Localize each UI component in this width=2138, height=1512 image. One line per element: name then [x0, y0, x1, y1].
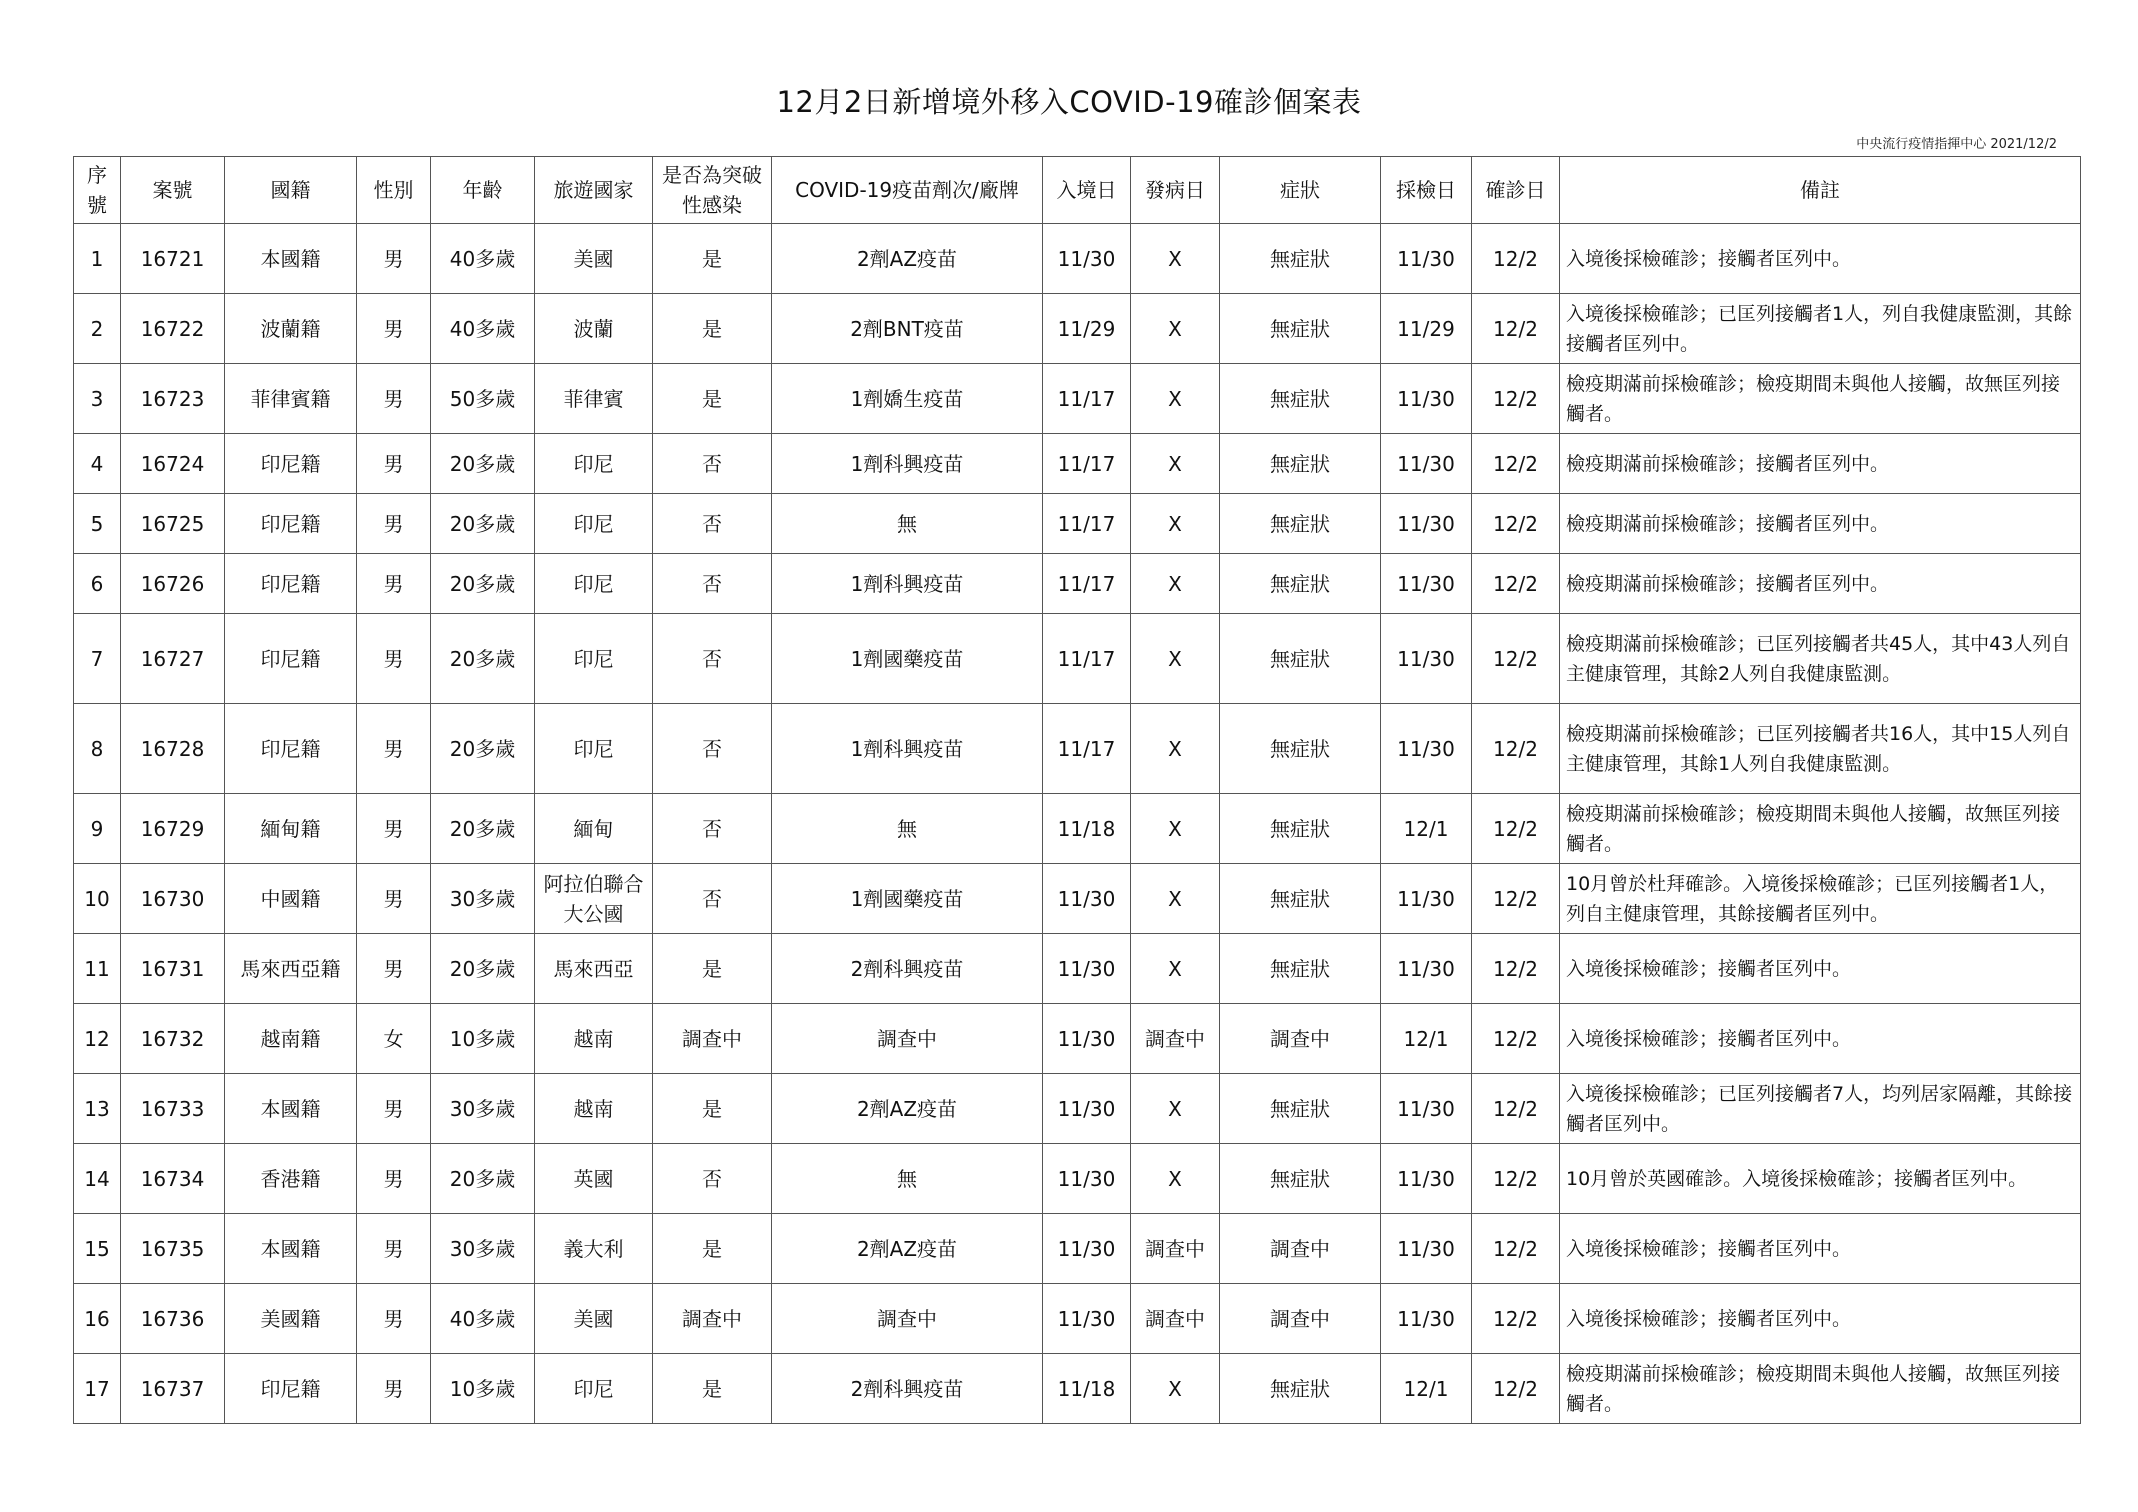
cell-seq: 12: [74, 1004, 121, 1074]
table-row: [74, 554, 2081, 614]
cell-breakthrough: 是: [653, 224, 772, 294]
cell-breakthrough: 調查中: [653, 1004, 772, 1074]
case-table: [73, 156, 2081, 1424]
cell-symptom: 無症狀: [1220, 1144, 1381, 1214]
page-title: 12月2日新增境外移入COVID-19確診個案表: [776, 85, 1362, 119]
cell-sex: 男: [357, 434, 431, 494]
cell-nationality: 印尼籍: [225, 1354, 357, 1424]
cell-case-no: 16737: [121, 1354, 225, 1424]
cell-seq: 4: [74, 434, 121, 494]
col-header-age: 年齡: [431, 157, 535, 224]
cell-sex: 男: [357, 614, 431, 704]
cell-test-date: 11/30: [1381, 864, 1472, 934]
cell-confirm-date: 12/2: [1472, 934, 1560, 1004]
cell-case-no: 16736: [121, 1284, 225, 1354]
cell-age: 20多歲: [431, 794, 535, 864]
cell-vaccine: 無: [772, 794, 1043, 864]
table-row: [74, 794, 2081, 864]
cell-sex: 男: [357, 494, 431, 554]
cell-nationality: 印尼籍: [225, 494, 357, 554]
cell-onset-date: 調查中: [1131, 1214, 1220, 1284]
cell-nationality: 印尼籍: [225, 614, 357, 704]
table-row: [74, 1144, 2081, 1214]
cell-test-date: 11/30: [1381, 364, 1472, 434]
cell-symptom: 無症狀: [1220, 434, 1381, 494]
cell-breakthrough: 調查中: [653, 1284, 772, 1354]
cell-case-no: 16731: [121, 934, 225, 1004]
cell-onset-date: X: [1131, 794, 1220, 864]
cell-breakthrough: 是: [653, 364, 772, 434]
cell-confirm-date: 12/2: [1472, 364, 1560, 434]
cell-sex: 男: [357, 1284, 431, 1354]
cell-confirm-date: 12/2: [1472, 1284, 1560, 1354]
table-row: [74, 1004, 2081, 1074]
table-row: [74, 614, 2081, 704]
cell-onset-date: X: [1131, 494, 1220, 554]
cell-test-date: 11/30: [1381, 1074, 1472, 1144]
cell-travel-country: 越南: [535, 1074, 653, 1144]
cell-age: 40多歲: [431, 294, 535, 364]
table-row: [74, 494, 2081, 554]
cell-age: 30多歲: [431, 1214, 535, 1284]
cell-nationality: 印尼籍: [225, 554, 357, 614]
cell-sex: 男: [357, 224, 431, 294]
cell-breakthrough: 否: [653, 614, 772, 704]
cell-case-no: 16724: [121, 434, 225, 494]
table-row: [74, 864, 2081, 934]
cell-nationality: 印尼籍: [225, 434, 357, 494]
cell-age: 20多歲: [431, 1144, 535, 1214]
cell-onset-date: X: [1131, 1354, 1220, 1424]
cell-vaccine: 調查中: [772, 1284, 1043, 1354]
table-row: [74, 704, 2081, 794]
cell-seq: 3: [74, 364, 121, 434]
col-header-confirm-date: 確診日: [1472, 157, 1560, 224]
cell-nationality: 美國籍: [225, 1284, 357, 1354]
col-header-test-date: 採檢日: [1381, 157, 1472, 224]
cell-symptom: 無症狀: [1220, 704, 1381, 794]
cell-travel-country: 印尼: [535, 494, 653, 554]
cell-remarks: 入境後採檢確診；已匡列接觸者7人，均列居家隔離，其餘接觸者匡列中。: [1560, 1074, 2081, 1144]
cell-breakthrough: 是: [653, 1214, 772, 1284]
cell-test-date: 11/30: [1381, 1284, 1472, 1354]
cell-onset-date: X: [1131, 1144, 1220, 1214]
cell-travel-country: 印尼: [535, 434, 653, 494]
cell-confirm-date: 12/2: [1472, 494, 1560, 554]
cell-breakthrough: 否: [653, 1144, 772, 1214]
cell-confirm-date: 12/2: [1472, 294, 1560, 364]
cell-vaccine: 2劑BNT疫苗: [772, 294, 1043, 364]
cell-vaccine: 無: [772, 1144, 1043, 1214]
cell-case-no: 16726: [121, 554, 225, 614]
cell-entry-date: 11/18: [1043, 794, 1131, 864]
cell-case-no: 16734: [121, 1144, 225, 1214]
cell-seq: 6: [74, 554, 121, 614]
col-header-sex: 性別: [357, 157, 431, 224]
table-row: [74, 224, 2081, 294]
cell-onset-date: 調查中: [1131, 1004, 1220, 1074]
cell-test-date: 11/30: [1381, 1144, 1472, 1214]
cell-sex: 男: [357, 1144, 431, 1214]
cell-travel-country: 美國: [535, 224, 653, 294]
cell-entry-date: 11/17: [1043, 554, 1131, 614]
cell-entry-date: 11/18: [1043, 1354, 1131, 1424]
cell-symptom: 調查中: [1220, 1004, 1381, 1074]
cell-test-date: 11/30: [1381, 434, 1472, 494]
cell-travel-country: 印尼: [535, 554, 653, 614]
cell-case-no: 16728: [121, 704, 225, 794]
cell-sex: 男: [357, 1354, 431, 1424]
cell-entry-date: 11/30: [1043, 1214, 1131, 1284]
table-row: [74, 1284, 2081, 1354]
table-row: [74, 934, 2081, 1004]
cell-onset-date: X: [1131, 294, 1220, 364]
cell-sex: 男: [357, 1214, 431, 1284]
cell-vaccine: 1劑國藥疫苗: [772, 614, 1043, 704]
cell-travel-country: 印尼: [535, 1354, 653, 1424]
cell-travel-country: 阿拉伯聯合大公國: [535, 864, 653, 934]
cell-seq: 1: [74, 224, 121, 294]
cell-symptom: 無症狀: [1220, 364, 1381, 434]
table-row: [74, 294, 2081, 364]
cell-test-date: 12/1: [1381, 1354, 1472, 1424]
cell-nationality: 馬來西亞籍: [225, 934, 357, 1004]
cell-nationality: 印尼籍: [225, 704, 357, 794]
cell-remarks: 入境後採檢確診；接觸者匡列中。: [1560, 1004, 2081, 1074]
cell-onset-date: X: [1131, 614, 1220, 704]
cell-confirm-date: 12/2: [1472, 434, 1560, 494]
cell-nationality: 中國籍: [225, 864, 357, 934]
col-header-symptom: 症狀: [1220, 157, 1381, 224]
cell-travel-country: 越南: [535, 1004, 653, 1074]
col-header-vaccine: COVID-19疫苗劑次/廠牌: [772, 157, 1043, 224]
cell-seq: 13: [74, 1074, 121, 1144]
cell-onset-date: X: [1131, 434, 1220, 494]
cell-age: 20多歲: [431, 934, 535, 1004]
cell-entry-date: 11/30: [1043, 1074, 1131, 1144]
cell-symptom: 無症狀: [1220, 1074, 1381, 1144]
cell-age: 20多歲: [431, 434, 535, 494]
cell-case-no: 16732: [121, 1004, 225, 1074]
cell-confirm-date: 12/2: [1472, 224, 1560, 294]
cell-vaccine: 1劑嬌生疫苗: [772, 364, 1043, 434]
cell-breakthrough: 否: [653, 434, 772, 494]
cell-seq: 15: [74, 1214, 121, 1284]
cell-symptom: 無症狀: [1220, 1354, 1381, 1424]
cell-remarks: 檢疫期滿前採檢確診；檢疫期間未與他人接觸，故無匡列接觸者。: [1560, 1354, 2081, 1424]
col-header-case-no: 案號: [121, 157, 225, 224]
cell-seq: 10: [74, 864, 121, 934]
cell-onset-date: X: [1131, 934, 1220, 1004]
col-header-remarks: 備註: [1560, 157, 2081, 224]
cell-test-date: 11/30: [1381, 224, 1472, 294]
cell-sex: 男: [357, 364, 431, 434]
table-row: [74, 1214, 2081, 1284]
cell-nationality: 本國籍: [225, 224, 357, 294]
cell-age: 10多歲: [431, 1354, 535, 1424]
cell-test-date: 11/30: [1381, 614, 1472, 704]
cell-remarks: 檢疫期滿前採檢確診；檢疫期間未與他人接觸，故無匡列接觸者。: [1560, 364, 2081, 434]
cell-nationality: 波蘭籍: [225, 294, 357, 364]
cell-case-no: 16729: [121, 794, 225, 864]
cell-confirm-date: 12/2: [1472, 1074, 1560, 1144]
cell-onset-date: X: [1131, 704, 1220, 794]
cell-symptom: 無症狀: [1220, 224, 1381, 294]
cell-age: 20多歲: [431, 494, 535, 554]
cell-onset-date: X: [1131, 224, 1220, 294]
table-row: [74, 1074, 2081, 1144]
cell-confirm-date: 12/2: [1472, 554, 1560, 614]
cell-breakthrough: 否: [653, 794, 772, 864]
cell-remarks: 入境後採檢確診；接觸者匡列中。: [1560, 224, 2081, 294]
cell-remarks: 10月曾於杜拜確診。入境後採檢確診；已匡列接觸者1人，列自主健康管理，其餘接觸者匡列中。: [1560, 864, 2081, 934]
cell-symptom: 無症狀: [1220, 494, 1381, 554]
cell-age: 10多歲: [431, 1004, 535, 1074]
cell-travel-country: 波蘭: [535, 294, 653, 364]
cell-breakthrough: 否: [653, 554, 772, 614]
cell-entry-date: 11/17: [1043, 364, 1131, 434]
table-row: [74, 364, 2081, 434]
cell-case-no: 16725: [121, 494, 225, 554]
cell-sex: 男: [357, 934, 431, 1004]
cell-entry-date: 11/17: [1043, 704, 1131, 794]
cell-symptom: 無症狀: [1220, 864, 1381, 934]
cell-remarks: 10月曾於英國確診。入境後採檢確診；接觸者匡列中。: [1560, 1144, 2081, 1214]
cell-case-no: 16727: [121, 614, 225, 704]
cell-breakthrough: 否: [653, 494, 772, 554]
cell-symptom: 無症狀: [1220, 614, 1381, 704]
table-row: [74, 1354, 2081, 1424]
cell-vaccine: 無: [772, 494, 1043, 554]
cell-confirm-date: 12/2: [1472, 1354, 1560, 1424]
cell-symptom: 無症狀: [1220, 934, 1381, 1004]
cell-confirm-date: 12/2: [1472, 794, 1560, 864]
cell-confirm-date: 12/2: [1472, 614, 1560, 704]
cell-nationality: 菲律賓籍: [225, 364, 357, 434]
cell-test-date: 11/30: [1381, 494, 1472, 554]
cell-sex: 男: [357, 704, 431, 794]
cell-entry-date: 11/29: [1043, 294, 1131, 364]
cell-remarks: 檢疫期滿前採檢確診；接觸者匡列中。: [1560, 494, 2081, 554]
cell-symptom: 無症狀: [1220, 554, 1381, 614]
cell-age: 50多歲: [431, 364, 535, 434]
cell-test-date: 12/1: [1381, 1004, 1472, 1074]
cell-breakthrough: 是: [653, 294, 772, 364]
cell-remarks: 入境後採檢確診；接觸者匡列中。: [1560, 1284, 2081, 1354]
cell-age: 40多歲: [431, 1284, 535, 1354]
cell-age: 20多歲: [431, 614, 535, 704]
cell-entry-date: 11/17: [1043, 494, 1131, 554]
cell-vaccine: 1劑科興疫苗: [772, 704, 1043, 794]
cell-onset-date: 調查中: [1131, 1284, 1220, 1354]
table-header-row: [74, 157, 2081, 224]
cell-test-date: 11/30: [1381, 704, 1472, 794]
col-header-entry-date: 入境日: [1043, 157, 1131, 224]
cell-vaccine: 2劑科興疫苗: [772, 1354, 1043, 1424]
cell-age: 30多歲: [431, 864, 535, 934]
cell-seq: 2: [74, 294, 121, 364]
col-header-seq: 序號: [74, 157, 121, 224]
cell-travel-country: 印尼: [535, 704, 653, 794]
cell-seq: 9: [74, 794, 121, 864]
col-header-onset-date: 發病日: [1131, 157, 1220, 224]
cell-case-no: 16730: [121, 864, 225, 934]
cell-vaccine: 2劑科興疫苗: [772, 934, 1043, 1004]
cell-nationality: 越南籍: [225, 1004, 357, 1074]
cell-onset-date: X: [1131, 864, 1220, 934]
cell-case-no: 16723: [121, 364, 225, 434]
cell-entry-date: 11/30: [1043, 1284, 1131, 1354]
table-row: [74, 434, 2081, 494]
cell-travel-country: 義大利: [535, 1214, 653, 1284]
cell-travel-country: 馬來西亞: [535, 934, 653, 1004]
cell-confirm-date: 12/2: [1472, 1004, 1560, 1074]
cell-case-no: 16735: [121, 1214, 225, 1284]
cell-vaccine: 2劑AZ疫苗: [772, 1214, 1043, 1284]
cell-age: 20多歲: [431, 554, 535, 614]
cell-entry-date: 11/30: [1043, 864, 1131, 934]
cell-entry-date: 11/30: [1043, 1144, 1131, 1214]
cell-remarks: 入境後採檢確診；接觸者匡列中。: [1560, 1214, 2081, 1284]
cell-case-no: 16722: [121, 294, 225, 364]
cell-sex: 男: [357, 864, 431, 934]
cell-confirm-date: 12/2: [1472, 864, 1560, 934]
cell-vaccine: 1劑國藥疫苗: [772, 864, 1043, 934]
col-header-breakthrough: 是否為突破性感染: [653, 157, 772, 224]
cell-nationality: 本國籍: [225, 1214, 357, 1284]
cell-seq: 7: [74, 614, 121, 704]
col-header-nationality: 國籍: [225, 157, 357, 224]
cell-vaccine: 1劑科興疫苗: [772, 554, 1043, 614]
cell-test-date: 12/1: [1381, 794, 1472, 864]
cell-age: 30多歲: [431, 1074, 535, 1144]
cell-symptom: 無症狀: [1220, 294, 1381, 364]
cell-onset-date: X: [1131, 554, 1220, 614]
cell-case-no: 16721: [121, 224, 225, 294]
cell-sex: 男: [357, 294, 431, 364]
cell-remarks: 檢疫期滿前採檢確診；檢疫期間未與他人接觸，故無匡列接觸者。: [1560, 794, 2081, 864]
cell-nationality: 緬甸籍: [225, 794, 357, 864]
cell-seq: 8: [74, 704, 121, 794]
cell-entry-date: 11/17: [1043, 434, 1131, 494]
cell-remarks: 入境後採檢確診；接觸者匡列中。: [1560, 934, 2081, 1004]
cell-symptom: 調查中: [1220, 1214, 1381, 1284]
cell-onset-date: X: [1131, 1074, 1220, 1144]
cell-vaccine: 2劑AZ疫苗: [772, 224, 1043, 294]
cell-age: 40多歲: [431, 224, 535, 294]
cell-breakthrough: 是: [653, 1354, 772, 1424]
cell-test-date: 11/30: [1381, 1214, 1472, 1284]
cell-entry-date: 11/17: [1043, 614, 1131, 704]
cell-sex: 男: [357, 1074, 431, 1144]
cell-remarks: 入境後採檢確診；已匡列接觸者1人，列自我健康監測，其餘接觸者匡列中。: [1560, 294, 2081, 364]
cell-symptom: 無症狀: [1220, 794, 1381, 864]
cell-vaccine: 2劑AZ疫苗: [772, 1074, 1043, 1144]
cell-remarks: 檢疫期滿前採檢確診；已匡列接觸者共45人，其中43人列自主健康管理，其餘2人列自我健康監測。: [1560, 614, 2081, 704]
cell-travel-country: 緬甸: [535, 794, 653, 864]
cell-test-date: 11/29: [1381, 294, 1472, 364]
cell-travel-country: 印尼: [535, 614, 653, 704]
source-note: 中央流行疫情指揮中心 2021/12/2: [1856, 137, 2057, 152]
table-body: [74, 224, 2081, 1424]
cell-seq: 14: [74, 1144, 121, 1214]
cell-case-no: 16733: [121, 1074, 225, 1144]
cell-seq: 17: [74, 1354, 121, 1424]
cell-onset-date: X: [1131, 364, 1220, 434]
cell-sex: 男: [357, 794, 431, 864]
cell-breakthrough: 否: [653, 704, 772, 794]
cell-remarks: 檢疫期滿前採檢確診；接觸者匡列中。: [1560, 554, 2081, 614]
cell-nationality: 香港籍: [225, 1144, 357, 1214]
cell-travel-country: 美國: [535, 1284, 653, 1354]
cell-breakthrough: 否: [653, 864, 772, 934]
cell-seq: 5: [74, 494, 121, 554]
cell-sex: 男: [357, 554, 431, 614]
cell-remarks: 檢疫期滿前採檢確診；已匡列接觸者共16人，其中15人列自主健康管理，其餘1人列自我健康監測。: [1560, 704, 2081, 794]
cell-confirm-date: 12/2: [1472, 1144, 1560, 1214]
cell-symptom: 調查中: [1220, 1284, 1381, 1354]
cell-sex: 女: [357, 1004, 431, 1074]
cell-entry-date: 11/30: [1043, 934, 1131, 1004]
cell-entry-date: 11/30: [1043, 1004, 1131, 1074]
cell-vaccine: 1劑科興疫苗: [772, 434, 1043, 494]
cell-confirm-date: 12/2: [1472, 1214, 1560, 1284]
cell-travel-country: 英國: [535, 1144, 653, 1214]
cell-test-date: 11/30: [1381, 554, 1472, 614]
col-header-travel-country: 旅遊國家: [535, 157, 653, 224]
cell-entry-date: 11/30: [1043, 224, 1131, 294]
cell-age: 20多歲: [431, 704, 535, 794]
cell-seq: 16: [74, 1284, 121, 1354]
cell-seq: 11: [74, 934, 121, 1004]
cell-vaccine: 調查中: [772, 1004, 1043, 1074]
cell-breakthrough: 是: [653, 934, 772, 1004]
cell-test-date: 11/30: [1381, 934, 1472, 1004]
cell-travel-country: 菲律賓: [535, 364, 653, 434]
cell-confirm-date: 12/2: [1472, 704, 1560, 794]
cell-remarks: 檢疫期滿前採檢確診；接觸者匡列中。: [1560, 434, 2081, 494]
cell-nationality: 本國籍: [225, 1074, 357, 1144]
cell-breakthrough: 是: [653, 1074, 772, 1144]
